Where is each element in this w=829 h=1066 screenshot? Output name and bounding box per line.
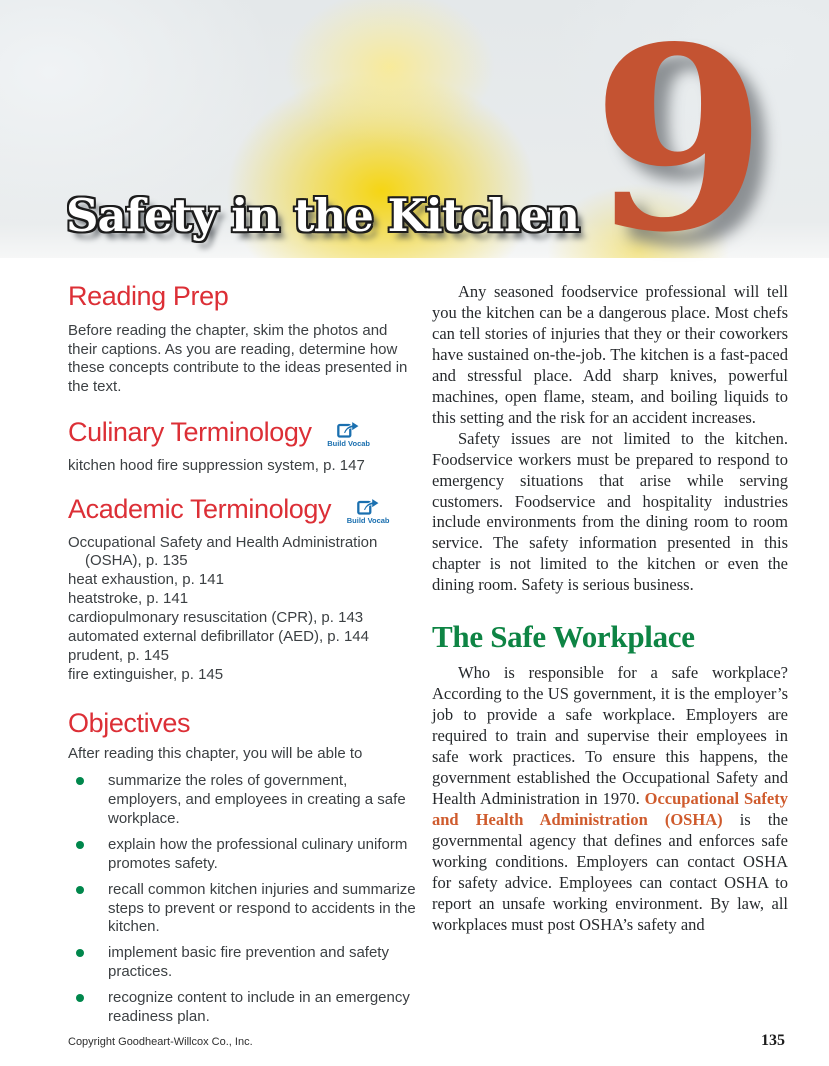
culinary-term-list	[68, 457, 420, 476]
objective-text: summarize the roles of government, employers, and employees in creating a safe workplace.	[108, 772, 406, 827]
objective-item	[68, 836, 420, 874]
bullet-icon	[76, 994, 84, 1002]
term-list-item: heatstroke, p. 141	[68, 590, 189, 608]
culinary-terminology-header	[68, 418, 420, 448]
bullet-icon	[76, 841, 84, 849]
objective-text: explain how the professional culinary uniform promotes safety.	[108, 835, 408, 872]
copyright-notice: Copyright Goodheart-Willcox Co., Inc.	[68, 1036, 253, 1048]
reading-prep-heading: Reading Prep	[68, 281, 229, 311]
safe-workplace-heading: The Safe Workplace	[432, 619, 695, 655]
objective-text: implement basic fire prevention and safety practices.	[108, 944, 389, 981]
term-list-item: fire extinguisher, p. 145	[68, 665, 224, 683]
academic-terminology-header	[68, 495, 420, 525]
right-column	[432, 282, 788, 1034]
intro-paragraph: Any seasoned foodservice professional will tell you the kitchen can be a dangerous place. Most chefs can tell stories of injuries that they or their coworkers have sustained on-the-job. The kitchen is a fast-paced and stressful place. Add sharp knives, powerful machines, open flame, steam, and boiling liquids to this setting and the risk for an accident increases.	[432, 282, 788, 427]
objective-item	[68, 881, 420, 938]
culinary-terminology-heading: Culinary Terminology	[68, 417, 312, 448]
objectives-list	[68, 772, 420, 1027]
chapter-banner-image	[0, 0, 829, 288]
objectives-intro: After reading this chapter, you will be able to	[68, 745, 363, 763]
objective-item	[68, 772, 420, 829]
objective-item	[68, 989, 420, 1027]
build-vocab-button-culinary[interactable]	[320, 419, 378, 448]
bullet-icon	[76, 949, 84, 957]
term-list-item: heat exhaustion, p. 141	[68, 571, 224, 589]
bullet-icon	[76, 886, 84, 894]
term-list-item: Occupational Safety and Health Administration (OSHA), p. 135	[68, 533, 378, 570]
term-list-item: automated external defibrillator (AED), p. 144	[68, 627, 369, 645]
term-list-item: prudent, p. 145	[68, 646, 169, 664]
paragraph-text-after-term: is the governmental agency that defines and enforces safe working conditions. Employers can contact OSHA for safety advice. Employees can contact OSHA to report an unsafe working environment. By law, all workplaces must post OSHA’s safety and	[432, 810, 788, 934]
page-footer	[68, 1032, 785, 1050]
objectives-heading: Objectives	[68, 707, 191, 738]
page-number: 135	[761, 1032, 785, 1049]
reading-prep-body: Before reading the chapter, skim the photos and their captions. As you are reading, determine how these concepts contribute to the ideas presented in the text.	[68, 321, 408, 396]
build-vocab-label: Build Vocab	[346, 516, 390, 526]
chapter-number: 9	[591, 0, 767, 288]
academic-terminology-heading: Academic Terminology	[68, 493, 332, 524]
build-vocab-button-academic[interactable]	[339, 496, 397, 525]
external-link-icon	[320, 419, 378, 439]
objective-item	[68, 944, 420, 982]
chapter-intro	[432, 282, 788, 596]
chapter-title: Safety in the Kitchen	[66, 189, 579, 242]
objective-text: recognize content to include in an emergency readiness plan.	[108, 989, 410, 1026]
intro-paragraph: Safety issues are not limited to the kitchen. Foodservice workers must be prepared to respond to emergency situations that arise while serving customers. Foodservice and hospitality industries include environments from the dining room to room service. The safety information presented in this chapter is not limited to the kitchen or even the dining room. Safety is serious business.	[432, 428, 788, 595]
objective-text: recall common kitchen injuries and summarize steps to prevent or respond to accidents in the kitchen.	[108, 880, 416, 936]
academic-term-list	[68, 534, 420, 685]
vocab-term-osha: Occupational Safety and Health Administration (OSHA)	[432, 789, 788, 830]
build-vocab-label: Build Vocab	[327, 439, 370, 449]
term-list-item: cardiopulmonary resuscitation (CPR), p. 143	[68, 609, 364, 627]
page-content	[0, 258, 829, 1034]
paragraph-text-before-term: Who is responsible for a safe workplace? According to the US government, it is the employer’s job to provide a safe workplace. Employers are required to train and supervise their employees in safe work practices. To ensure this happens, the government established the Occupational Safety and Health Administration in 1970.	[432, 663, 788, 809]
external-link-icon	[339, 496, 397, 516]
safe-workplace-paragraph	[432, 663, 788, 935]
term-list-item: kitchen hood fire suppression system, p. 147	[68, 456, 365, 474]
left-column	[68, 282, 420, 1034]
bullet-icon	[76, 777, 84, 785]
